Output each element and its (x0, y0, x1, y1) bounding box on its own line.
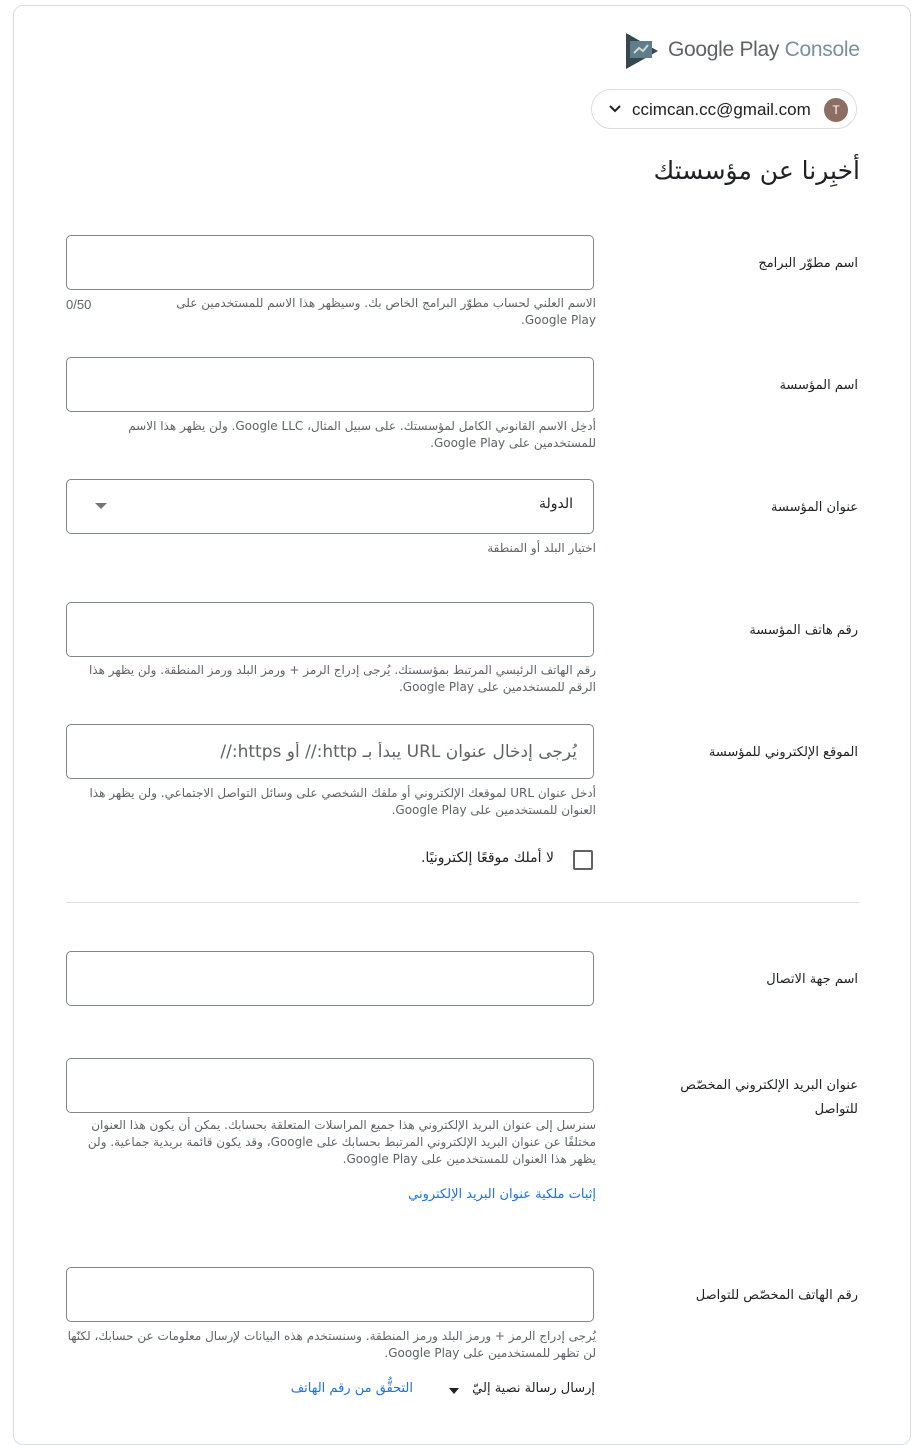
developer-name-counter: 0/50 (66, 297, 92, 312)
org-phone-input[interactable] (67, 603, 593, 656)
contact-phone-input[interactable] (67, 1268, 593, 1321)
account-email: ccimcan.cc@gmail.com (632, 100, 811, 119)
contact-phone-label: رقم الهاتف المخصّص للتواصل (695, 1288, 858, 1303)
country-select[interactable] (66, 479, 594, 534)
sms-method-select[interactable]: إرسال رسالة نصية إليّ (472, 1381, 595, 1396)
org-address-help: اختيار البلد أو المنطقة (487, 541, 596, 555)
contact-email-label: عنوان البريد الإلكتروني المخصّص للتواصل (680, 1078, 858, 1117)
developer-name-help: الاسم العلني لحساب مطوّر البرامج الخاص بك. وسيظهر هذا الاسم للمستخدمين على Google Play. (176, 296, 596, 327)
org-website-input[interactable] (67, 725, 593, 778)
org-website-label: الموقع الإلكتروني للمؤسسة (708, 745, 858, 760)
org-phone-label: رقم هاتف المؤسسة (749, 623, 858, 638)
org-address-label: عنوان المؤسسة (771, 500, 858, 515)
chevron-down-icon (608, 102, 622, 116)
play-console-icon (624, 32, 660, 70)
contact-name-field[interactable] (66, 951, 594, 1006)
contact-phone-field[interactable] (66, 1267, 594, 1322)
org-website-help: أدخل عنوان URL لموقعك الإلكتروني أو ملفك الشخصي على وسائل التواصل الاجتماعي. ولن يظهر هذا العنوان للمستخدمين على Google Play. (89, 786, 596, 817)
logo-google-play: Google Play (668, 38, 780, 61)
developer-name-field[interactable] (66, 235, 594, 290)
no-website-checkbox[interactable] (573, 850, 593, 870)
contact-phone-help: يُرجى إدراج الرمز + ورمز البلد ورمز المنطقة. وسنستخدم هذه البيانات لإرسال معلومات عن حسابك، لكنّها لن تظهر للمستخدمين على Google Play. (67, 1329, 596, 1360)
no-website-label: لا أملك موقعًا إلكترونيًا. (420, 850, 554, 866)
contact-email-field[interactable] (66, 1058, 594, 1113)
avatar: T (824, 98, 848, 122)
verify-email-link[interactable]: إثبات ملكية عنوان البريد الإلكتروني (408, 1187, 596, 1202)
developer-name-input[interactable] (67, 236, 593, 289)
verify-phone-link[interactable]: التحقُّق من رقم الهاتف (290, 1381, 413, 1396)
org-phone-field[interactable] (66, 602, 594, 657)
dropdown-arrow-icon (95, 503, 107, 509)
google-play-console-logo (624, 32, 884, 72)
country-select-value: الدولة (538, 496, 573, 512)
contact-name-label: اسم جهة الاتصال (766, 972, 858, 987)
org-website-field[interactable] (66, 724, 594, 779)
account-switcher[interactable] (591, 89, 857, 129)
page-title: أخبِرنا عن مؤسستك (653, 156, 860, 185)
developer-name-label: اسم مطوّر البرامج (758, 256, 858, 271)
org-name-label: اسم المؤسسة (779, 378, 858, 393)
contact-email-input[interactable] (67, 1059, 593, 1112)
org-name-field[interactable] (66, 357, 594, 412)
dropdown-arrow-icon (449, 1388, 459, 1394)
contact-email-help: سنرسل إلى عنوان البريد الإلكتروني هذا جميع المراسلات المتعلقة بحسابك. يمكن أن يكون هذا العنوان مختلفًا عن عنوان البريد الإلكتروني المرتبط بحسابك على Google، وقد يكون قائمة بريدية جماعية. ولن يظهر هذا العنوان للمستخدمين على Google Play. (87, 1118, 596, 1166)
org-name-input[interactable] (67, 358, 593, 411)
section-divider (66, 902, 859, 903)
logo-console: Console (784, 38, 860, 61)
org-phone-help: رقم الهاتف الرئيسي المرتبط بمؤسستك. يُرجى إدراج الرمز + ورمز البلد ورمز المنطقة. ولن يظهر هذا الرقم للمستخدمين على Google Play. (88, 663, 596, 694)
contact-name-input[interactable] (67, 952, 593, 1005)
logo-text (668, 38, 860, 62)
org-name-help: أدخِل الاسم القانوني الكامل لمؤسستك. على سبيل المثال، Google LLC. ولن يظهر هذا الاسم للمستخدمين على Google Play. (128, 419, 596, 450)
